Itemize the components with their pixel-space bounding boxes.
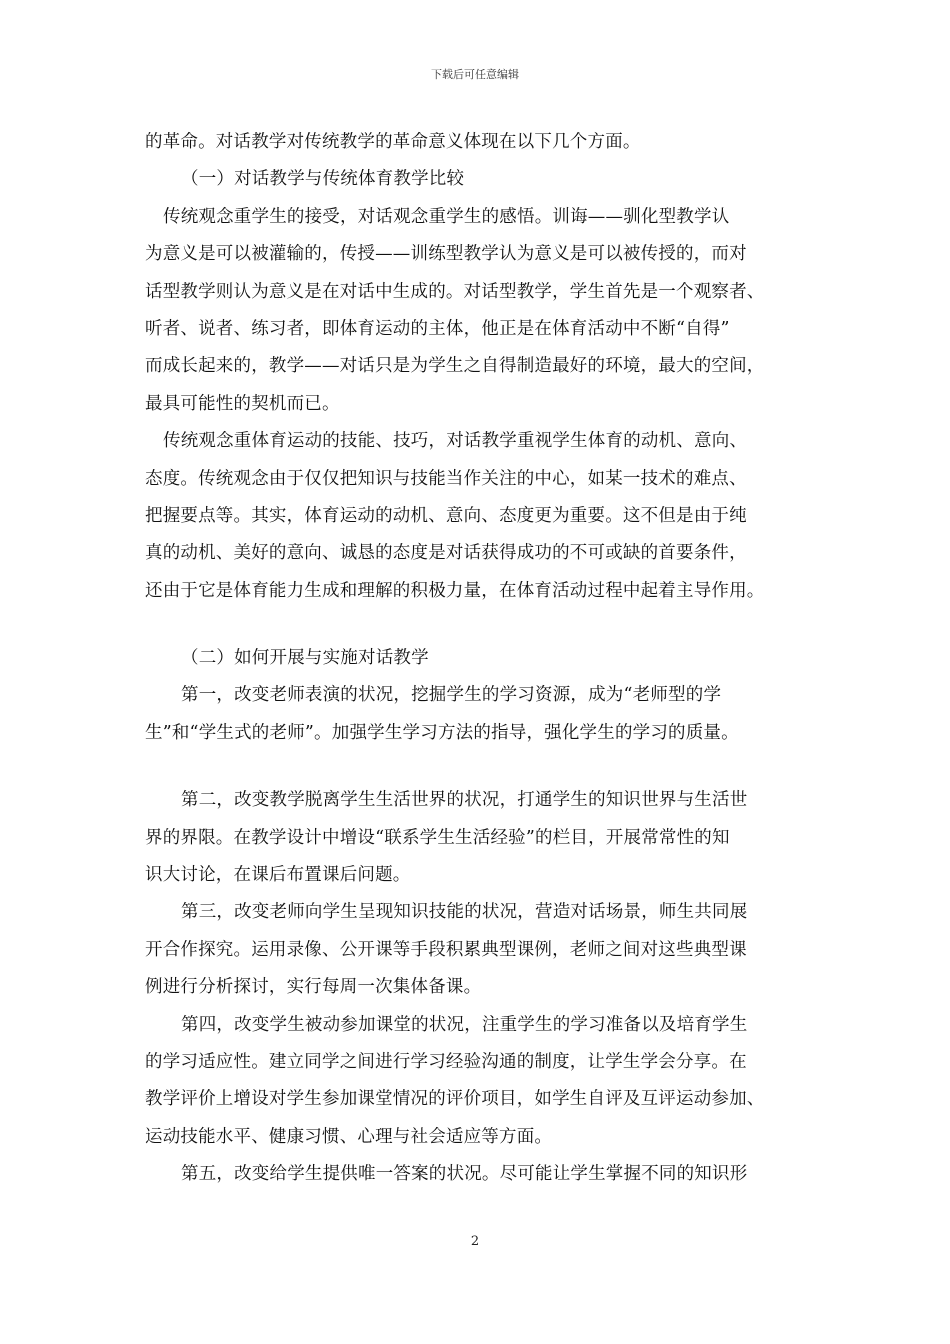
paragraph-line: 界的界限。在教学设计中增设“联系学生生活经验”的栏目，开展常常性的知 [145,827,730,848]
paragraph-line: 教学评价上增设对学生参加课堂情况的评价项目，如学生自评及互评运动参加、 [145,1089,765,1110]
paragraph-line: 第五，改变给学生提供唯一答案的状况。尽可能让学生掌握不同的知识形 [181,1164,748,1185]
paragraph-line: 第四，改变学生被动参加课堂的状况，注重学生的学习准备以及培育学生 [181,1014,748,1035]
paragraph-line: 的学习适应性。建立同学之间进行学习经验沟通的制度，让学生学会分享。在 [145,1051,747,1072]
paragraph-line: 听者、说者、练习者，即体育运动的主体，他正是在体育活动中不断“自得” [145,318,730,339]
paragraph-line: 传统观念重体育运动的技能、技巧，对话教学重视学生体育的动机、意向、 [163,431,748,452]
paragraph-line: 传统观念重学生的接受，对话观念重学生的感悟。训诲——驯化型教学认 [163,206,730,227]
paragraph-line: 开合作探究。运用录像、公开课等手段积累典型课例，老师之间对这些典型课 [145,939,747,960]
paragraph-line: 运动技能水平、健康习惯、心理与社会适应等方面。 [145,1126,553,1147]
page-header: 下载后可任意编辑 [431,68,519,81]
paragraph-line: 第三，改变老师向学生呈现知识技能的状况，营造对话场景，师生共同展 [181,902,748,923]
paragraph-line: 把握要点等。其实，体育运动的动机、意向、态度更为重要。这不但是由于纯 [145,505,747,526]
page-number: 2 [470,1234,480,1249]
paragraph-line: 识大讨论，在课后布置课后问题。 [145,865,411,886]
section-heading-1: （一）对话教学与传统体育教学比较 [181,169,465,190]
blank-line [145,610,825,640]
blank-line [145,752,825,782]
paragraph-line: 第二，改变教学脱离学生生活世界的状况，打通学生的知识世界与生活世 [181,790,748,811]
paragraph-line: 态度。传统观念由于仅仅把知识与技能当作关注的中心，如某一技术的难点、 [145,468,747,489]
paragraph-line: 而成长起来的，教学——对话只是为学生之自得制造最好的环境，最大的空间， [145,356,765,377]
paragraph-line: 例进行分析探讨，实行每周一次集体备课。 [145,977,482,998]
document-body [145,124,825,1194]
paragraph-line: 最具可能性的契机而已。 [145,393,340,414]
paragraph-line: 生”和“学生式的老师”。加强学生学习方法的指导，强化学生的学习的质量。 [145,722,739,743]
section-heading-2: （二）如何开展与实施对话教学 [181,648,429,669]
paragraph-line: 还由于它是体育能力生成和理解的积极力量，在体育活动过程中起着主导作用。 [145,580,765,601]
paragraph-line: 真的动机、美好的意向、诚恳的态度是对话获得成功的不可或缺的首要条件， [145,543,747,564]
paragraph-line: 话型教学则认为意义是在对话中生成的。对话型教学，学生首先是一个观察者、 [145,281,765,302]
paragraph-line: 的革命。对话教学对传统教学的革命意义体现在以下几个方面。 [145,132,641,152]
paragraph-line: 第一，改变老师表演的状况，挖掘学生的学习资源，成为“老师型的学 [181,685,722,706]
paragraph-line: 为意义是可以被灌输的，传授——训练型教学认为意义是可以被传授的，而对 [145,244,747,265]
